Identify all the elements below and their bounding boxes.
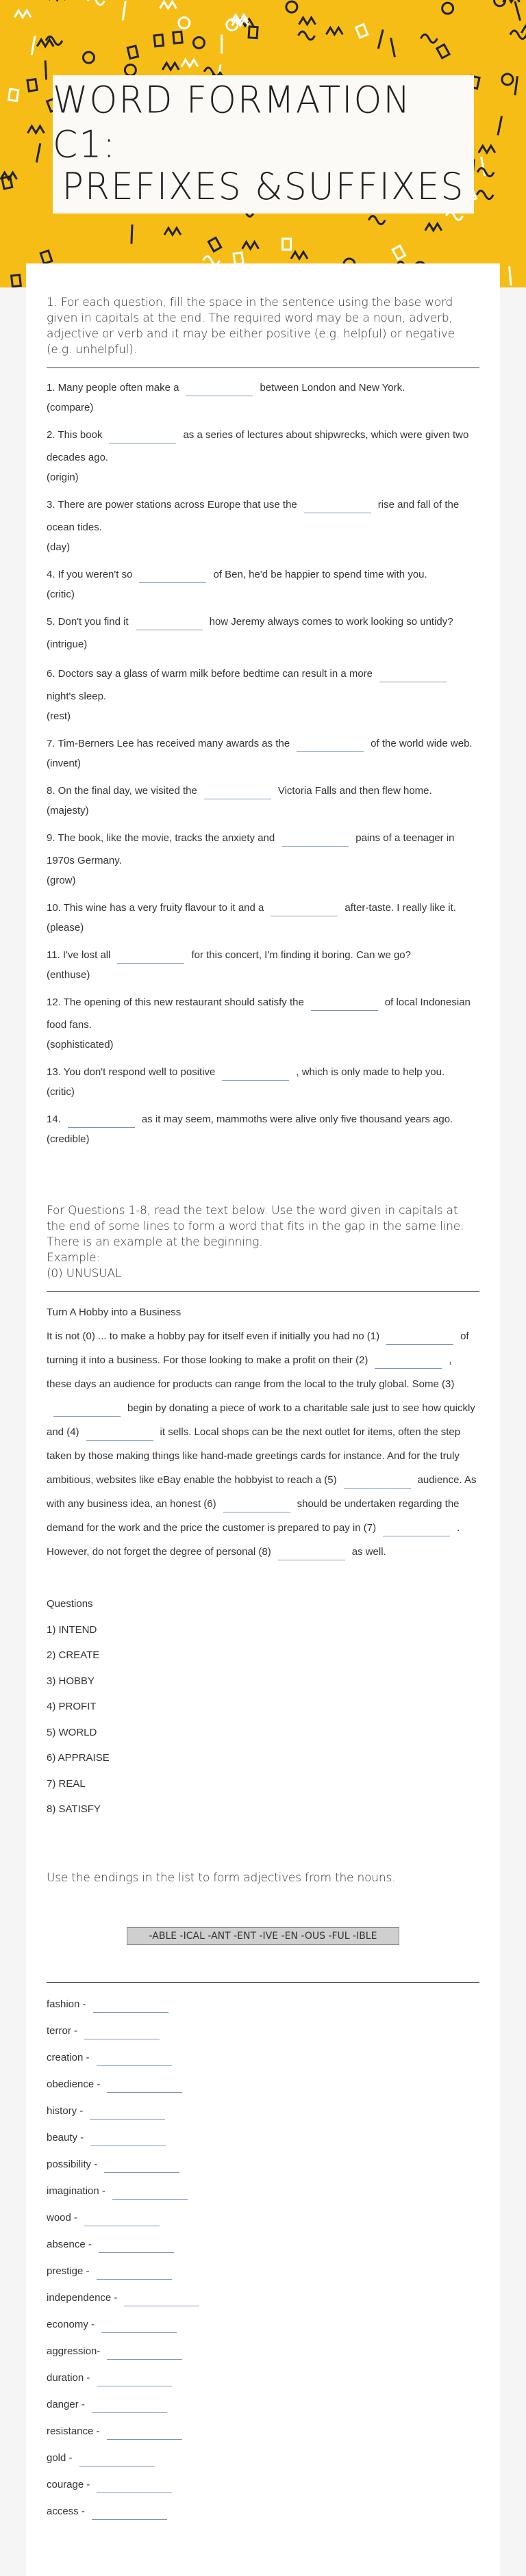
question-text-before: 2. This book — [47, 429, 103, 441]
answer-input[interactable] — [204, 786, 271, 799]
answer-input[interactable] — [79, 2453, 155, 2466]
question-text-before: 5. Don't you find it — [47, 616, 129, 628]
noun-item — [47, 2231, 479, 2258]
base-word-hint: (critic) — [47, 1086, 75, 1098]
question-item — [47, 732, 479, 773]
noun-label: absence - — [47, 2238, 92, 2250]
answer-input[interactable] — [68, 1115, 135, 1128]
question-word: 5) WORLD — [47, 1726, 97, 1738]
doodle-shape — [40, 250, 52, 263]
question-text-after: how Jeremy always comes to work looking so untidy?(intrigue) — [47, 616, 453, 650]
doodle-shape — [36, 143, 40, 162]
question-text-before: 4. If you weren't so — [47, 569, 133, 580]
base-word-hint: (majesty) — [47, 805, 89, 816]
noun-item — [47, 2018, 479, 2044]
base-word-hint: (grow) — [47, 875, 76, 886]
header-banner — [0, 0, 526, 287]
answer-input[interactable] — [84, 2213, 160, 2226]
answer-input[interactable] — [271, 903, 338, 916]
noun-label: fashion - — [47, 1998, 86, 2010]
answer-input[interactable] — [107, 2347, 182, 2360]
answer-input[interactable] — [139, 570, 206, 583]
noun-label: history - — [47, 2104, 84, 2117]
noun-label: terror - — [47, 2024, 77, 2037]
question-text-after: of the world wide web. — [371, 738, 473, 749]
question-text-after: rise and fall of the ocean tides. — [47, 499, 460, 533]
question-text-after: for this concert, I'm finding it boring. Can we go? — [191, 949, 411, 961]
doodle-shape — [291, 252, 308, 259]
question-word: 4) PROFIT — [47, 1701, 97, 1712]
question-text-after: after-taste. I really like it. — [345, 902, 456, 914]
noun-label: economy - — [47, 2318, 95, 2330]
article-segment: , these days an audience for products can range from the local to the truly global. Some (3) — [47, 1354, 455, 1390]
doodle-shape — [477, 191, 493, 199]
answer-input[interactable] — [90, 2107, 165, 2120]
answer-input[interactable] — [92, 2400, 167, 2413]
doodle-shape — [249, 27, 258, 38]
article-segment: begin by donating a piece of work to a charitable sale just to see how quickly and (4) — [47, 1402, 475, 1438]
noun-item — [47, 2098, 479, 2124]
answer-input[interactable] — [104, 2160, 179, 2173]
question-text-after: pains of a teenager in 1970s Germany. — [47, 832, 455, 866]
doodle-shape — [127, 46, 138, 58]
answer-input[interactable] — [223, 1499, 290, 1512]
question-text-before: 12. The opening of this new restaurant should satisfy the — [47, 996, 304, 1008]
noun-item — [47, 2258, 479, 2284]
base-word-hint: (invent) — [47, 758, 82, 769]
text-title: Turn A Hobby into a Business — [47, 1306, 181, 1318]
answer-input[interactable] — [311, 998, 378, 1011]
article-segment: . However, do not forget the degree of personal (8) — [47, 1522, 460, 1558]
answer-input[interactable] — [109, 430, 176, 443]
answer-input[interactable] — [386, 1332, 453, 1345]
doodle-shape — [164, 228, 181, 235]
question-word: 6) APPRAISE — [47, 1752, 110, 1764]
doodle-shape — [421, 34, 437, 42]
part3-instructions: Use the endings in the list to form adjectives from the nouns. — [47, 1870, 396, 1885]
answer-input[interactable] — [136, 617, 203, 630]
title-line-2: PREFIXES &SUFFIXES — [62, 165, 465, 209]
noun-label: duration - — [47, 2371, 90, 2384]
doodle-shape — [442, 3, 453, 14]
doodle-shape — [521, 26, 526, 33]
base-word-hint: (origin) — [47, 472, 79, 483]
answer-input[interactable] — [107, 2080, 182, 2093]
question-item — [47, 1061, 479, 1101]
question-item — [47, 897, 479, 937]
doodle-shape — [392, 246, 405, 259]
question-text-after: of Ben, he'd be happier to spend time with you. — [213, 569, 427, 580]
noun-label: gold - — [47, 2451, 73, 2464]
doodle-shape — [356, 25, 368, 38]
doodle-shape — [160, 1, 176, 8]
divider — [47, 1291, 479, 1292]
noun-item — [47, 2204, 479, 2231]
answer-input[interactable] — [278, 1547, 345, 1560]
doodle-shape — [123, 1, 125, 21]
doodle-shape — [282, 239, 290, 250]
noun-label: possibility - — [47, 2158, 98, 2170]
noun-label: danger - — [47, 2398, 85, 2410]
base-word-hint: (critic) — [47, 589, 75, 600]
doodle-shape — [154, 35, 164, 47]
answer-input[interactable] — [92, 2507, 167, 2520]
doodle-shape — [299, 31, 315, 40]
doodle-shape — [498, 116, 502, 136]
question-item — [47, 827, 479, 890]
question-text-after: between London and New York. — [260, 382, 405, 394]
noun-label: independence - — [47, 2291, 118, 2304]
noun-item — [47, 2365, 479, 2391]
base-word-hint: (sophisticated) — [47, 1039, 114, 1051]
questions-label: Questions — [47, 1598, 93, 1610]
base-word-hint: (please) — [47, 922, 84, 933]
noun-label: courage - — [47, 2478, 90, 2490]
article-segment: of turning it into a business. For those looking to make a profit on their (2) — [47, 1330, 469, 1366]
base-word-hint: (credible) — [47, 1133, 90, 1145]
question-word: 8) SATISFY — [47, 1803, 101, 1815]
answer-input[interactable] — [84, 2026, 160, 2039]
doodle-shape — [479, 146, 495, 153]
title-box — [53, 75, 474, 214]
example-label: Example: — [47, 1251, 100, 1265]
answer-input[interactable] — [117, 951, 184, 964]
answer-input[interactable] — [379, 669, 447, 682]
noun-item — [47, 2124, 479, 2151]
noun-item — [47, 2071, 479, 2098]
question-text-before: 6. Doctors say a glass of warm milk before bedtime can result in a more — [47, 668, 373, 680]
noun-item — [47, 2311, 479, 2338]
noun-item — [47, 2284, 479, 2311]
answer-input[interactable] — [93, 2000, 168, 2013]
part1-instructions: 1. For each question, fill the space in the sentence using the base word given in capitals at the end. The required word may be a noun, adverb, adjective or verb and it may be either positive (e.g. helpful) or negative (e.g. unhelpful). — [47, 296, 455, 357]
answer-input[interactable] — [222, 1068, 289, 1081]
noun-item — [47, 2445, 479, 2471]
answer-input[interactable] — [186, 383, 253, 396]
question-item — [47, 780, 479, 820]
question-text-before: 1. Many people often make a — [47, 382, 179, 394]
doodle-shape — [510, 31, 526, 39]
doodle-shape — [45, 60, 46, 79]
doodle-shape — [368, 216, 385, 224]
question-text-after: , which is only made to help you. — [296, 1066, 445, 1078]
answer-input[interactable] — [97, 2053, 172, 2066]
doodle-shape — [181, 60, 198, 66]
question-item — [47, 944, 479, 984]
base-word-hint: (day) — [47, 541, 71, 553]
question-text-after: as a series of lectures about shipwrecks, which were given two decades ago. — [47, 429, 469, 463]
answer-input[interactable] — [344, 1476, 411, 1489]
question-item — [47, 991, 479, 1054]
doodle-shape — [515, 76, 518, 95]
worksheet-card — [26, 263, 500, 2576]
doodle-shape — [9, 89, 18, 101]
answer-input[interactable] — [124, 2293, 199, 2306]
answer-input[interactable] — [53, 1404, 121, 1417]
base-word-hint: (rest) — [47, 710, 71, 722]
answer-input[interactable] — [281, 834, 349, 847]
part1-questions — [47, 376, 479, 1148]
question-text-before: 14. — [47, 1113, 61, 1125]
question-text-before: 10. This wine has a very fruity flavour to it and a — [47, 902, 264, 914]
doodle-shape — [88, 0, 104, 5]
noun-label: resistance - — [47, 2425, 100, 2437]
part2-question-list — [47, 1591, 479, 1822]
noun-label: obedience - — [47, 2078, 101, 2090]
noun-item — [47, 2151, 479, 2178]
doodle-shape — [286, 1, 297, 12]
title-line-1: WORD FORMATION C1: — [53, 79, 412, 167]
doodle-shape — [425, 224, 442, 231]
noun-label: wood - — [47, 2211, 78, 2224]
noun-item — [47, 2471, 479, 2498]
article-segment: as well. — [351, 1546, 386, 1558]
noun-label: imagination - — [47, 2185, 105, 2197]
answer-input[interactable] — [97, 2373, 172, 2386]
doodle-shape — [27, 79, 37, 92]
noun-item — [47, 2044, 479, 2071]
question-text-before: 13. You don't respond well to positive — [47, 1066, 216, 1078]
question-item — [47, 563, 479, 604]
question-item — [47, 424, 479, 487]
noun-label: prestige - — [47, 2265, 90, 2277]
answer-input[interactable] — [304, 500, 371, 513]
article-text — [47, 1324, 479, 1564]
doodle-shape — [515, 1, 521, 21]
doodle-shape — [234, 253, 243, 264]
answer-input[interactable] — [297, 739, 364, 752]
noun-label: creation - — [47, 2051, 90, 2063]
doodle-shape — [162, 63, 179, 70]
answer-input[interactable] — [97, 2267, 172, 2280]
doodle-shape — [242, 242, 259, 249]
divider — [47, 1982, 479, 1983]
doodle-shape — [173, 31, 182, 43]
answer-input[interactable] — [107, 2427, 182, 2440]
answer-input[interactable] — [112, 2187, 188, 2200]
answer-input[interactable] — [375, 1356, 442, 1369]
answer-input[interactable] — [97, 2480, 172, 2493]
doodle-shape — [391, 38, 395, 57]
article-segment: It is not (0) ... to make a hobby pay for itself even if initially you had no (1) — [47, 1330, 380, 1342]
question-item — [47, 376, 479, 417]
noun-item — [47, 1991, 479, 2018]
doodle-shape — [37, 40, 53, 47]
question-item — [47, 662, 479, 725]
noun-item — [47, 2418, 479, 2445]
question-text-before: 8. On the final day, we visited the — [47, 785, 197, 797]
doodle-shape — [299, 18, 316, 25]
doodle-shape — [208, 237, 221, 251]
article-segment: should be undertaken regarding the demand for the work and the price the customer is prepared to pay in (7) — [47, 1498, 460, 1534]
question-text-after: Victoria Falls and then flew home. — [277, 785, 432, 797]
endings-box: -ABLE -ICAL -ANT -ENT -IVE -EN -OUS -FUL -IBLE — [127, 1927, 399, 1945]
question-text-after: as it may seem, mammoths were alive only five thousand years ago. — [141, 1113, 453, 1125]
answer-input[interactable] — [86, 1428, 153, 1441]
question-item — [47, 610, 479, 656]
doodle-shape — [14, 10, 31, 17]
noun-label: beauty - — [47, 2131, 84, 2143]
article-segment: audience. As with any business idea, an honest (6) — [47, 1474, 477, 1510]
question-item — [47, 493, 479, 556]
question-text-after: night's sleep. — [47, 691, 107, 702]
question-text-before: 9. The book, like the movie, tracks the anxiety and — [47, 832, 275, 844]
noun-label: aggression- — [47, 2345, 101, 2357]
question-text-before: 11. I've lost all — [47, 949, 111, 961]
doodle-shape — [179, 17, 190, 28]
doodle-shape — [481, 157, 485, 176]
answer-input[interactable] — [99, 2240, 174, 2253]
question-word: 2) CREATE — [47, 1649, 100, 1661]
noun-item — [47, 2178, 479, 2204]
question-word: 3) HOBBY — [47, 1675, 95, 1687]
question-word: 1) INTEND — [47, 1623, 97, 1636]
doodle-shape — [510, 266, 511, 285]
doodle-shape — [378, 29, 383, 49]
doodle-shape — [27, 126, 44, 133]
answer-input[interactable] — [101, 2320, 177, 2333]
base-word-hint: (enthuse) — [47, 969, 90, 981]
doodle-shape — [437, 44, 449, 58]
doodle-shape — [326, 27, 342, 34]
doodle-shape — [193, 37, 204, 48]
noun-item — [47, 2498, 479, 2525]
article-segment: it sells. Local shops can be the next outlet for items, often the step taken by those making things like hand-made greetings cards for instance. And for the truly ambitious, websites like eBay enable the hobbyist to reach a (5) — [47, 1426, 461, 1486]
question-text-before: 3. There are power stations across Europe that use the — [47, 499, 297, 511]
doodle-shape — [12, 275, 21, 287]
question-text-after: of local Indonesian food fans. — [47, 996, 471, 1031]
noun-label: access - — [47, 2505, 85, 2517]
base-word-hint: (compare) — [47, 402, 94, 413]
doodle-shape — [83, 52, 94, 63]
question-item — [47, 1108, 479, 1148]
noun-item — [47, 2391, 479, 2418]
answer-input[interactable] — [383, 1523, 450, 1536]
part2-instructions: For Questions 1-8, read the text below. Use the word given in capitals at the end of some lines to form a word that fits in the gap in the same line. There is an example at the beginning. — [47, 1204, 464, 1249]
noun-item — [47, 2338, 479, 2365]
doodle-shape — [32, 36, 35, 55]
answer-input[interactable] — [90, 2133, 166, 2146]
question-word: 7) REAL — [47, 1777, 86, 1790]
doodle-shape — [125, 64, 136, 75]
doodle-shape — [502, 74, 513, 85]
question-text-before: 7. Tim-Berners Lee has received many awards as the — [47, 738, 290, 749]
adjective-list — [47, 1991, 479, 2525]
example-answer: (0) UNUSUAL — [47, 1267, 122, 1280]
